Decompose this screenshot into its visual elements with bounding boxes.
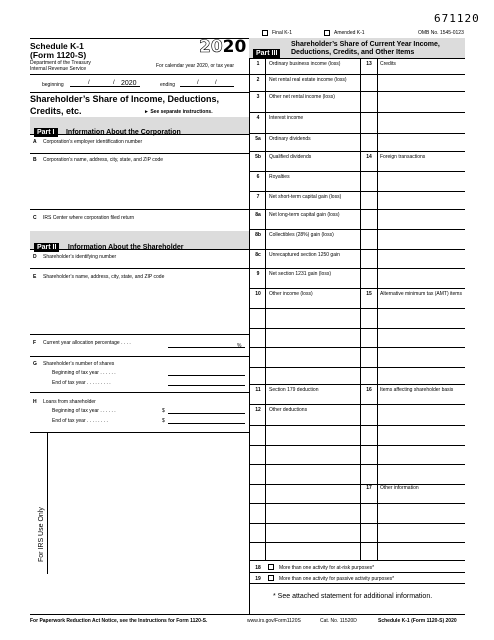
row-rule xyxy=(249,384,465,385)
line-g-end-label: End of tax year . . . . . . . . . xyxy=(52,380,111,386)
part1-title: Information About the Corporation xyxy=(65,129,181,136)
row-rule xyxy=(249,112,465,113)
line-7-number: 7 xyxy=(256,194,260,200)
line-19-label: More than one activity for passive activity purposes* xyxy=(279,576,395,582)
footer-url: www.irs.gov/Form1120S xyxy=(247,618,301,624)
ending-slash-2: / xyxy=(215,80,217,86)
line-1-number: 1 xyxy=(256,61,260,67)
line-13-number: 13 xyxy=(366,61,372,67)
row-rule xyxy=(249,133,465,134)
share-title-line-2: Credits, etc. xyxy=(30,106,82,116)
line-5a-amount-field[interactable] xyxy=(266,134,360,150)
line-9-number: 9 xyxy=(256,271,260,277)
line-h-letter: H xyxy=(33,399,37,405)
line-8c-label: Unrecaptured section 1250 gain xyxy=(269,252,340,258)
row-rule xyxy=(249,171,465,172)
row-rule xyxy=(249,308,465,309)
line-17-number: 17 xyxy=(366,485,372,491)
footer-cat: Cat. No. 11520D xyxy=(320,618,357,624)
line-g-letter: G xyxy=(33,361,37,367)
part3-title-1: Shareholder’s Share of Current Year Income, xyxy=(291,41,440,48)
row-rule xyxy=(249,425,465,426)
line-d-letter: D xyxy=(33,254,37,260)
schedule-form: (Form 1120-S) xyxy=(30,50,87,60)
line-11-number: 11 xyxy=(255,387,261,393)
line-e-letter: E xyxy=(33,274,37,280)
row-rule xyxy=(249,91,465,92)
row-rule xyxy=(249,542,465,543)
row-rule xyxy=(249,445,465,446)
footer-form: Schedule K-1 (Form 1120-S) 2020 xyxy=(378,618,457,624)
line-8a-amount-field[interactable] xyxy=(266,210,360,228)
amended-k1-checkbox[interactable] xyxy=(324,30,330,36)
part2-header xyxy=(34,236,184,254)
line-14-number: 14 xyxy=(366,154,372,160)
line-7-amount-field[interactable] xyxy=(266,192,360,208)
line-16-label: Items affecting shareholder basis xyxy=(380,387,454,393)
line-10-amount-field[interactable] xyxy=(266,289,360,383)
part2-title: Information About the Shareholder xyxy=(67,244,184,251)
tax-year-outline: 20 xyxy=(199,37,223,57)
row-rule xyxy=(249,209,465,210)
irs-label: Internal Revenue Service xyxy=(30,66,87,72)
row-rule xyxy=(249,484,465,485)
calendar-year-text: For calendar year 2020, or tax year xyxy=(156,63,235,69)
line-17-label: Other information xyxy=(380,485,419,491)
line-18-checkbox[interactable] xyxy=(268,564,274,570)
share-title-line-1: Shareholder’s Share of Income, Deductions, xyxy=(30,94,220,104)
line-19-checkbox[interactable] xyxy=(268,575,274,581)
line-h-beginning-dollar: $ xyxy=(162,408,165,414)
shares-beginning-field[interactable] xyxy=(168,369,245,376)
line-8a-label: Net long-term capital gain (loss) xyxy=(269,212,340,218)
footer-paperwork: For Paperwork Reduction Act Notice, see the Instructions for Form 1120-S. xyxy=(30,618,208,624)
line-1-label: Ordinary business income (loss) xyxy=(269,61,341,67)
dept-treasury: Department of the Treasury xyxy=(30,60,91,66)
line-11-amount-field[interactable] xyxy=(266,385,360,403)
line-6-number: 6 xyxy=(256,174,260,180)
line-b-letter: B xyxy=(33,157,37,163)
line-a-label: Corporation’s employer identification number xyxy=(43,139,143,145)
line-12-amount-field[interactable] xyxy=(266,405,360,559)
line-h-end-dollar: $ xyxy=(162,418,165,424)
line-8a-number: 8a xyxy=(255,212,261,218)
line-a-letter: A xyxy=(33,139,37,145)
line-18-number: 18 xyxy=(255,565,261,571)
final-k1-checkbox[interactable] xyxy=(262,30,268,36)
line-1-amount-field[interactable] xyxy=(266,59,360,73)
ending-date-field[interactable] xyxy=(180,80,234,87)
row-rule xyxy=(249,151,465,152)
line-f-label: Current year allocation percentage . . . . xyxy=(43,340,131,346)
line-6-label: Royalties xyxy=(269,174,290,180)
line-3-label: Other net rental income (loss) xyxy=(269,94,335,100)
line-g-label: Shareholder’s number of shares xyxy=(43,361,115,367)
line-8b-label: Collectibles (28%) gain (loss) xyxy=(269,232,334,238)
row-rule xyxy=(249,229,465,230)
line-10-label: Other income (loss) xyxy=(269,291,313,297)
line-2-amount-field[interactable] xyxy=(266,75,360,90)
line-4-amount-field[interactable] xyxy=(266,113,360,132)
tax-year-bold: 20 xyxy=(222,37,247,57)
part1-badge: Part I xyxy=(34,128,58,137)
line-15-number: 15 xyxy=(366,291,372,297)
omb-number: OMB No. 1545-0123 xyxy=(418,30,464,36)
line-6-amount-field[interactable] xyxy=(266,172,360,190)
see-attached-statement: * See attached statement for additional information. xyxy=(273,593,433,600)
line-4-label: Interest income xyxy=(269,115,304,121)
final-k1-label: Final K-1 xyxy=(272,30,293,36)
line-e-label: Shareholder’s name, address, city, state, and ZIP code xyxy=(43,274,165,280)
line-5a-number: 5a xyxy=(255,136,261,142)
row-rule xyxy=(249,268,465,269)
row-rule xyxy=(249,523,465,524)
line-c-label: IRS Center where corporation filed return xyxy=(43,215,135,221)
form-code: 671120 xyxy=(434,12,480,25)
beginning-label: beginning xyxy=(42,82,64,88)
part1-header xyxy=(34,121,181,139)
line-8c-number: 8c xyxy=(255,252,261,258)
line-9-label: Net section 1231 gain (loss) xyxy=(269,271,331,277)
line-h-label: Loans from shareholder xyxy=(43,399,96,405)
line-8b-number: 8b xyxy=(255,232,261,238)
line-14-label: Foreign transactions xyxy=(380,154,426,160)
line-d-label: Shareholder’s identifying number xyxy=(43,254,117,260)
line-2-number: 2 xyxy=(256,77,260,83)
row-rule xyxy=(249,191,465,192)
row-rule xyxy=(249,328,465,329)
ending-label: ending xyxy=(160,82,176,88)
line-h-beginning-label: Beginning of tax year . . . . . . xyxy=(52,408,116,414)
line-15-label: Alternative minimum tax (AMT) items xyxy=(380,291,462,297)
beginning-slash-2: / xyxy=(113,80,115,86)
line-16-number: 16 xyxy=(366,387,372,393)
line-8c-amount-field[interactable] xyxy=(266,250,360,267)
line-b-label: Corporation’s name, address, city, state, and ZIP code xyxy=(43,157,164,163)
amended-k1-label: Amended K-1 xyxy=(334,30,365,36)
row-rule xyxy=(249,74,465,75)
ending-slash-1: / xyxy=(197,80,199,86)
row-rule xyxy=(249,347,465,348)
shares-end-field[interactable] xyxy=(168,379,245,386)
line-9-amount-field[interactable] xyxy=(266,269,360,287)
line-5b-number: 5b xyxy=(255,154,261,160)
beginning-slash-1: / xyxy=(88,80,90,86)
part3-title-2: Deductions, Credits, and Other Items xyxy=(291,49,415,56)
irs-use-only: For IRS Use Only xyxy=(38,507,45,562)
row-rule xyxy=(249,288,465,289)
schedule-title: Schedule K-1 xyxy=(30,41,84,51)
line-12-number: 12 xyxy=(255,407,261,413)
percent-sign: % xyxy=(237,343,242,349)
row-rule xyxy=(249,367,465,368)
row-rule xyxy=(249,404,465,405)
line-g-beginning-label: Beginning of tax year . . . . . . xyxy=(52,370,116,376)
see-instructions: ► See separate instructions. xyxy=(144,109,213,115)
line-2-label: Net rental real estate income (loss) xyxy=(269,77,347,83)
line-19-number: 19 xyxy=(255,576,261,582)
line-7-label: Net short-term capital gain (loss) xyxy=(269,194,342,200)
part3-badge: Part III xyxy=(253,49,280,58)
line-8b-amount-field[interactable] xyxy=(266,230,360,248)
line-h-end-label: End of tax year . . . . . . . . xyxy=(52,418,108,424)
part2-badge: Part II xyxy=(34,243,59,252)
tax-year xyxy=(199,37,246,57)
line-5b-amount-field[interactable] xyxy=(266,152,360,170)
line-c-letter: C xyxy=(33,215,37,221)
line-f-letter: F xyxy=(33,340,37,346)
line-12-label: Other deductions xyxy=(269,407,308,413)
line-3-number: 3 xyxy=(256,94,260,100)
beginning-year: 2020 xyxy=(121,80,137,87)
row-rule xyxy=(249,249,465,250)
line-18-label: More than one activity for at-risk purposes* xyxy=(279,565,375,571)
line-3-amount-field[interactable] xyxy=(266,92,360,111)
loans-beginning-field[interactable] xyxy=(168,407,245,414)
row-rule xyxy=(249,464,465,465)
line-5b-label: Qualified dividends xyxy=(269,154,312,160)
line-10-number: 10 xyxy=(255,291,261,297)
line-13-label: Credits xyxy=(380,61,396,67)
loans-end-field[interactable] xyxy=(168,417,245,424)
allocation-percentage-field[interactable] xyxy=(168,341,245,348)
line-4-number: 4 xyxy=(256,115,260,121)
line-5a-label: Ordinary dividends xyxy=(269,136,311,142)
line-11-label: Section 179 deduction xyxy=(269,387,319,393)
row-rule xyxy=(249,503,465,504)
